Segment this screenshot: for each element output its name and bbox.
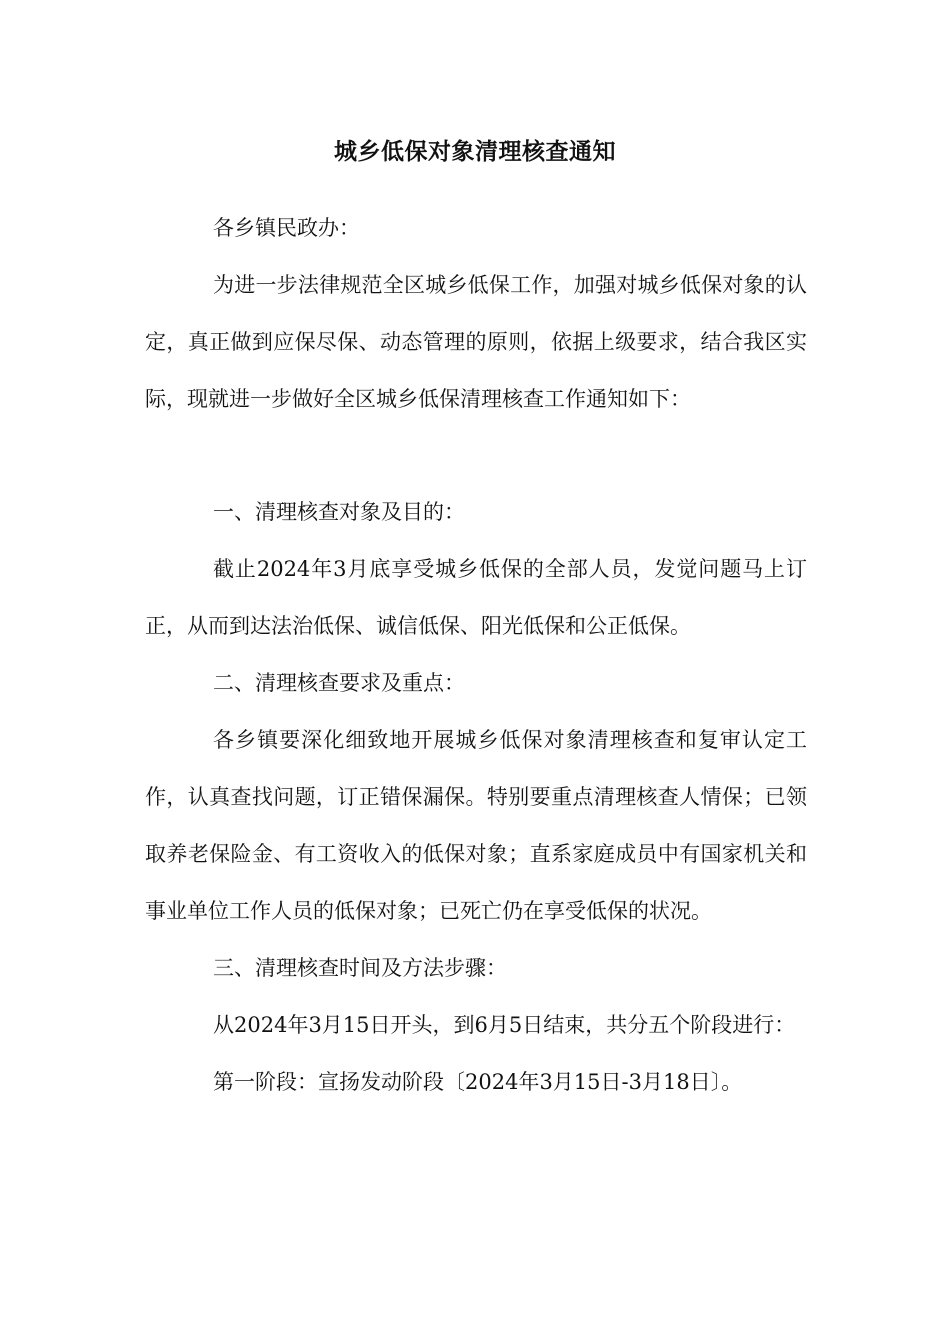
intro-paragraph: 为进一步法律规范全区城乡低保工作，加强对城乡低保对象的认定，真正做到应保尽保、动态管理的原则，依据上级要求，结合我区实际，现就进一步做好全区城乡低保清理核查工作通知如下： [145, 273, 807, 411]
section-3-body: 从2024年3月15日开头，到6月5日结束，共分五个阶段进行： [213, 1013, 796, 1037]
blank-line [145, 428, 807, 484]
section-1-body: 截止2024年3月底享受城乡低保的全部人员，发觉问题马上订正，从而到达法治低保、诚信低保、阳光低保和公正低保。 [145, 557, 807, 638]
document-title: 城乡低保对象清理核查通知 [334, 139, 616, 165]
section-3-heading: 三、清理核查时间及方法步骤： [213, 956, 507, 980]
salutation: 各乡镇民政办： [213, 216, 360, 240]
document-body [145, 200, 807, 1111]
section-2-body: 各乡镇要深化细致地开展城乡低保对象清理核查和复审认定工作，认真查找问题，订正错保漏保。特别要重点清理核查人情保；已领取养老保险金、有工资收入的低保对象；直系家庭成员中有国家机关和事业单位工作人员的低保对象；已死亡仍在享受低保的状况。 [145, 728, 807, 923]
section-2-heading: 二、清理核查要求及重点： [213, 671, 465, 695]
section-1-heading: 一、清理核查对象及目的： [213, 500, 465, 524]
stage-1-paragraph: 第一阶段：宣扬发动阶段〔2024年3月15日-3月18日〕。 [213, 1070, 743, 1094]
